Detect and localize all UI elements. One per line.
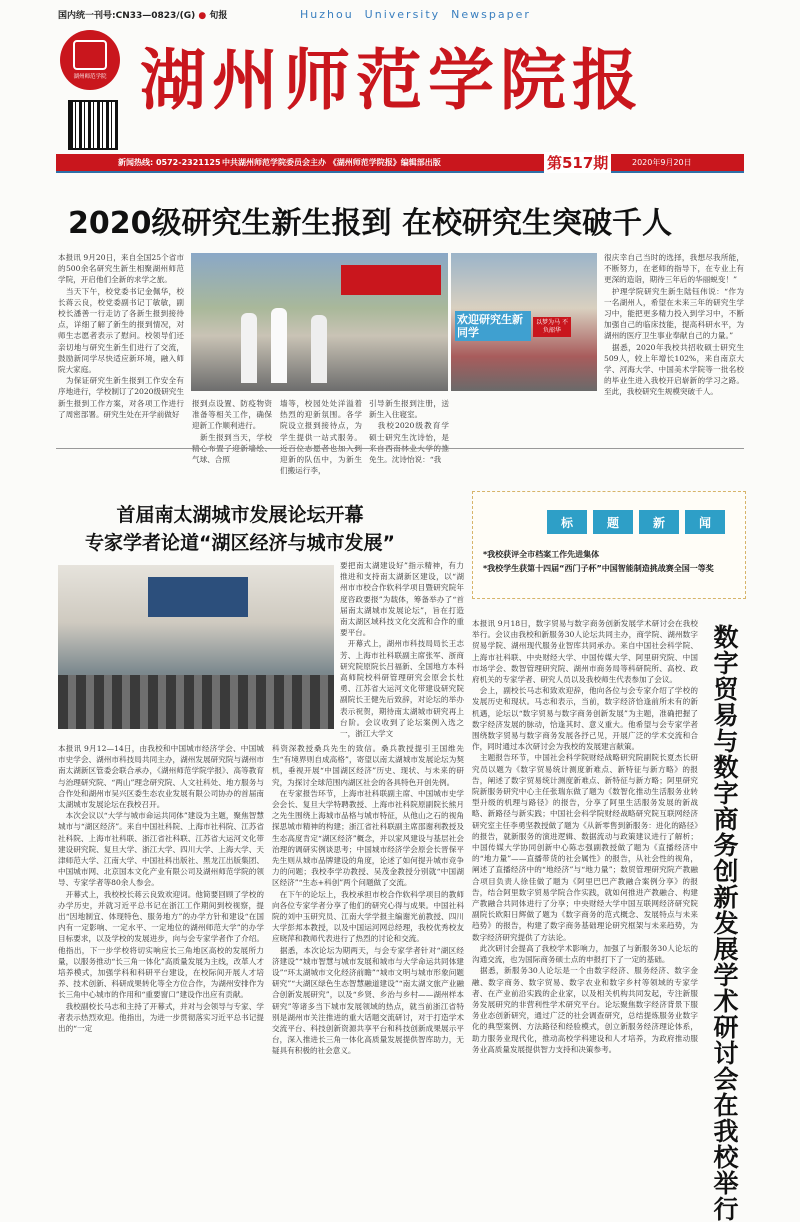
forum-col-b: 科资深教授桑兵先生的致信。桑兵教授提引王国维先生“有境界则自成高格”，寄望以南太湖城市发展论坛为契机，垂视开展“中国湖区经济”历史、现状、与未来的研究，为探讨全球范围内湖区社会的各具特色开创先例。 在专家报告环节，上海市社科联副主席、中国城市史学会会长、复旦大学特聘教授、上海市社科院原副院长熊月之先生围绕上海城市品格与城市特征，从他山之石的视角探思城市精神的构建；浙江省社科联副主席邵谢利教授及生态高度肯定“湖区经济”概念，并以家风建设与基层社会治理的调研实例谈思考；中国城市经济学会原会长晋保平先生则从城市品牌建设的角度，论述了如何提升城市竞争力的问题；我校李学功教授、吴茂金教授分别就“中国湖区经济”“生态+科创”两个问题做了交流。 在下午的论坛上，我校承担市校合作软科学项目的教师向各位专家学者分享了他们的研究心得与成果。中国社科院的刘中玉研究员、江南大学学报主编谢光前教授、四川大学彭邦本教授，以及中国运河网总经理，我校优秀校友应晓萍和教师代表进行了热烈的讨论和交流。 据悉，本次论坛为期两天，与会专家学者针对“湖区经济建设”“城市智慧与城市发展和城市与大学命运共同体建设”“环太湖城市文化经济前瞻”“城市文明与城市形象问题研究”“大湖区绿色生态智慧融道建设”“南太湖文旅产业融合创新发展研究”，以及“乡贤、乡治与乡村——湖州样本研究”等诸多当下城市发展领域的热点，就当前浙江省特别是湖州市关注推进的重大话题交流研讨，对于打造学术交流平台、科技创新资源共享平台和科技创新成果展示平台，深入推进长三角一体化高质量发展提供智库助力，无疑具有积极的社会意义。 [272,744,464,1056]
forum-photo [58,565,334,729]
headline-news-box [472,491,746,599]
digital-body: 本报讯 9月18日，数字贸易与数字商务创新发展学术研讨会在我校举行。会议由我校和新服务30人论坛共同主办，商学院、湖州数字贸易学院、湖州现代服务业智库共同承办。来自中国社会科学院、上海市社科联、中央财经大学、中国传媒大学、阿里研究院、中国市场学会、数智管理研究院、湖州市商务局等科研院所、高校、政府机关的专家学者、研究人员以及我校师生代表参加了会议。 会上，副校长马志和致欢迎辞，他向各位与会专家介绍了学校的发展历史和现状。马志和表示，当前，数字经济恰逢前所未有的新机遇，论坛以“数字贸易与数字商务创新发展”为主题，准确把握了数字经济发展的脉动，恰逢其时、意义重大。他希望与会专家学者围绕数字贸易与数字商务发展各抒己见，开展广泛的学术交流和合作，同时通过本次研讨会为我校的发展建言献策。 主题报告环节，中国社会科学院财经战略研究院副院长夏杰长研究员以题为《数字贸易统计测度新难点、新特征与新方略》的报告，阐述了数字贸易统计测度新难点、新特征与新方略；阿里研究院新服务研究中心主任张瑞东做了题为《数智化推动生活服务业转型升级的机理与路径》的报告，分享了阿里生活服务发展的新战略、新路径与新实践；中国社会科学院财经战略研究院互联网经济研究室主任李勇坚教授做了题为《从新零售到新服务：进化的路径》的报告，就新服务的演进逻辑、数据流动与政策建议进行了解析；中国传媒大学协同创新中心陈志强副教授做了题为《直播经济中的“地力量”——直播带货的社会属性》的报告，从社会性的视角，阐述了直播经济中的“地经济”与“地力量”；数贸管理研究院产教融合项目负责人徐佳做了题为《阿里巴巴产教融合案例分享》的报告，结合阿里数字贸易学院合作实践，就如何推进产教融合、构建产教融合共同体进行了分享；中央财经大学中国互联网经济研究院副院长欧阳日辉做了题为《数字商务的范式概念、发展特点与未来趋势》的报告，构建了数字商务基础理论研究框架与未来趋势，为数字经济研究提供了方法论。 此次研讨会提高了我校学术影响力，加强了与新服务30人论坛的沟通交流，也为国际商务硕士点的申报打下了一定的基础。 据悉，新服务30人论坛是一个由数字经济、服务经济、数字金融、数字商务、数字贸易、数字农业和数字乡村等领域的专家学者、在产业前沿实践的企业家，以及相关机构共同发起，专注新服务发展研究的非营利性学术研究平台。论坛聚焦数字经济背景下服务业态创新研究，通过广泛的社会调查研究，总结提炼服务业数字化的典型案例、方法路径和经验模式，创立新服务经济理论体系，助力服务业现代化，推动高校学科建设和人才培养，为政府推动服务业高质量发展提供智力支持和决策参考。 [472,619,698,1054]
lead-col-1: 本报讯 9月20日，来自全国25个省市的500余名研究生新生相聚湖州师范学院，开启他们全新的求学之旅。 当天下午，校党委书记金佩华，校长蒋云良，校党委副书记丁敏敏，副校长潘善一行走访了各新生报到接待点，详细了解了新生的报到情况，对师生志愿者表示了慰问。校领导们还亲切地与研究生新生们进行了交流，鼓励新同学尽快适应新环境，融入师院大家庭。 为保证研究生新生报到工作安全有序地进行，学校制订了2020级研究生新生报到工作方案，对各项工作进行了周密部署。研究生处在开学前做好 [58,253,184,419]
person-figure [241,313,257,383]
university-seal-logo [60,30,120,90]
lead-col-2: 报到点设置、防疫物资准备等相关工作，确保迎新工作顺利进行。 新生报到当天，学校 气球、合照 [192,399,272,465]
audience-rows [58,675,334,729]
forum-headline-2: 专家学者论道“湖区经济与城市发展” [85,532,395,554]
masthead-title: 湖州师范学院报 [140,41,644,119]
news-item: *我校学生获第十四届“西门子杯”中国智能制造挑战赛全国一等奖 [483,564,714,573]
news-title-char: 新 [639,510,679,534]
tent-shape [341,265,441,295]
issue-date: 2020年9月20日 [632,158,692,167]
english-name: Huzhou University Newspaper [300,8,531,21]
lead-col-5: 很庆幸自己当时的选择，我想尽我所能，不断努力，在老师的指导下，在专业上有更深的造诣，期待三年后的华丽蜕变！” 护理学院研究生新生陆钰伟说：“作为一名湖州人，希望在未来三年的研究生学习中，能把更多精力投入到学习中，不断加强自己的临床技能，提高科研水平，为湖州的医疗卫生事业奉献自己的力量。” 据悉，2020年我校共招收硕士研究生509人，较上年增长102%，来自南京大学、河海大学、中国美术学院等一批名校的毕业生进入我校开启崭新的学习之路。至此，我校研究生规模突破千人。 [604,253,744,397]
lead-col-3: 墙等，校园处处洋溢着热烈的迎新氛围。各学院设立报到接待点，为学生提供一站式服务。 迎新的队伍中，为新生们搬运行李， [280,399,362,476]
issn-dot: ● [198,11,207,21]
stage-screen [148,577,248,617]
info-bar-underlay [56,171,744,173]
issn-number: 国内统一刊号:CN33—0823/(G) [58,11,196,21]
news-title-char: 题 [593,510,633,534]
lead-headline: 2020级研究生新生报到 在校研究生突破千人 [68,206,672,241]
forum-col-a: 本报讯 9月12—14日，由我校和中国城市经济学会、中国城市史学会、湖州市科技局共同主办，湖州发展研究院与湖州市南太湖新区管委会联合承办，《湖州师范学院学报》、高等教育与治理研究院、“两山”理念研究院、人文社科处、地方服务与合作处和湖州市吴兴区委生态农业发展有限公司协办的首届南太湖城市发展论坛在我校召开。 本次会议以“大学与城市命运共同体”建设为主题，聚焦智慧城市与“湖区经济”。来自中国社科院、上海市社科院、江苏省社科院、上海市社科联、浙江省社科联、江苏省大运河文化带建设研究院、复旦大学、浙江大学、四川大学、上海大学、天津师范大学、江南大学、中国社科出版社、黑龙江出版集团、中国城市网、北京国本文化产业有限公司及湖州师范学院的领导、专家学者等80余人参会。 开幕式上，我校校长蒋云良致欢迎词。他简要回顾了学校的办学历史，并就习近平总书记在浙江工作期间到校视察，提出“因地制宜、体现特色、服务地方”的办学方针和建设“在国内有一定影响、一定水平、一定地位的湖州师范大学”的办学目标要求，以及学校的发展进步，向与会专家学者作了介绍。他指出，下一步学校将切实响应长三角地区高校的发展所力量，以服务推动“长三角一体化”高质量发展为主线，改革人才培养模式，加强学科和科研平台建设，在校际间开展人才培养、技术创新、科研成果转化等全方位合作，为湖州安排作为长三角中心城市的作用和“重要窗口”建设作出应有贡献。 我校副校长马志和主持了开幕式，并对与会领导与专家、学者表示热烈欢迎。他指出，为进一步贯彻落实习近平总书记提出的“一定 [58,744,264,1034]
seal-emblem-icon [73,40,107,70]
lead-photo-leaders [191,253,448,391]
forum-right-col: 要把南太湖建设好”指示精神，有力推进和支持南太湖新区建设，以“湖州市市校合作软科学项目暨研究院年度咨政要报”为载体，筹备举办了“首届南太湖城市发展论坛”，旨在打造南太湖区域科技文化交流和合作的重要平台。 开幕式上，湖州市科技局局长王志芳、上海市社科联副主席张军、浙商研究院原院长吕福新、全国地方本科高师院校科研管理研究会原会长杜勇、江苏省大运河文化带建设研究院副院长王健先后致辞，对论坛的举办表示祝贺，期待南太湖城市研究再上台阶。会议收到了论坛案例入选之一，浙江大学文 [340,561,464,739]
person-figure [311,315,327,383]
digital-headline: 数字贸易与数字商务创新发展学术研讨会在我校举行 [710,624,739,1222]
forum-headline-1: 首届南太湖城市发展论坛开幕 [116,504,364,526]
news-box-title [547,510,725,534]
welcome-banner: 欢迎研究生新同学 [455,311,531,341]
news-title-char: 闻 [685,510,725,534]
section-divider [56,448,744,449]
issn-line [58,8,227,21]
news-title-char: 标 [547,510,587,534]
person-figure [271,308,287,383]
hotline: 新闻热线: 0572-2321125 [118,158,221,167]
lead-photo-welcome [451,253,597,391]
lead-col-4: 引导新生报到注册，送新生入住寝室。 我校2020级教育学硕士研究生沈诗怡，是 免生。沈诗怡说：“我 [369,399,449,465]
news-item: *我校获评全市档案工作先进集体 [483,550,600,559]
welcome-sign: 以梦为马 不负韶华 [533,317,571,337]
seal-text: 湖州师范学院 [73,74,107,80]
qr-code-icon [68,100,118,150]
publisher-line: 中共湖州师范学院委员会主办 《湖州师范学院报》编辑部出版 [222,158,441,167]
issue-number: 第517期 [544,152,611,173]
issn-tag: 旬报 [209,11,228,21]
